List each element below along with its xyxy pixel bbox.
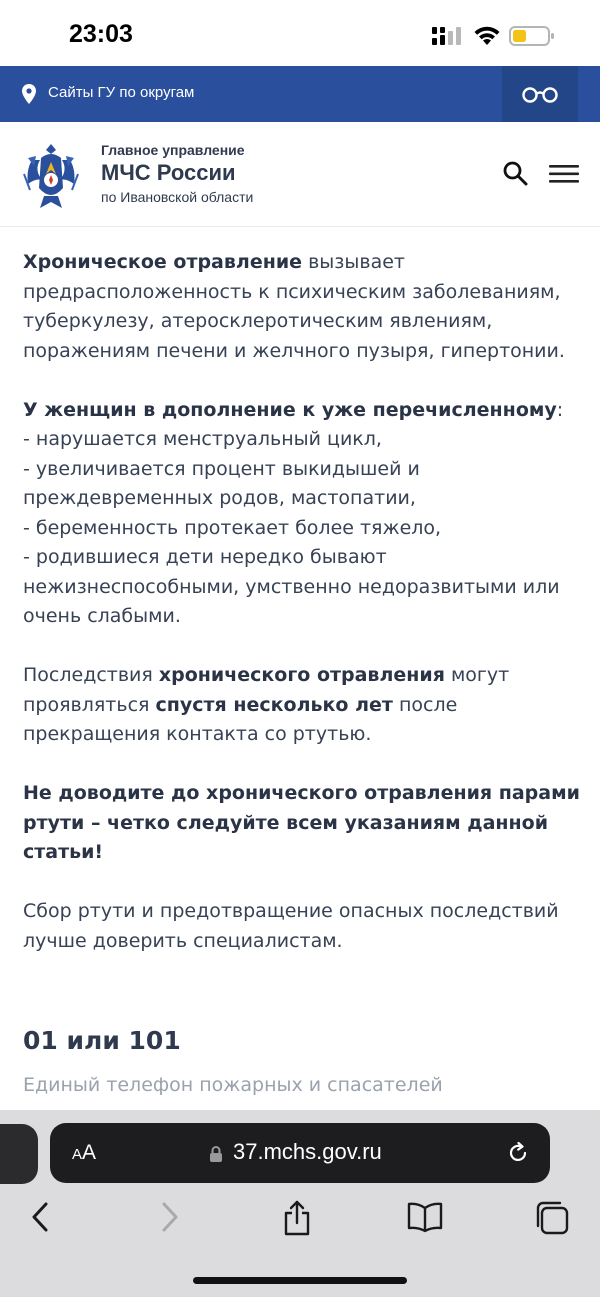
mchs-emblem-logo[interactable] — [22, 140, 80, 210]
previous-tab-preview[interactable] — [0, 1124, 38, 1184]
lock-icon — [209, 1145, 223, 1163]
list-item: - увеличивается процент выкидышей и преждевременных родов, мастопатии, — [23, 457, 420, 509]
top-nav-bar — [0, 66, 600, 122]
article-content — [23, 248, 583, 986]
battery-icon — [509, 25, 555, 47]
bold-text: Не доводите до хронического отравления парами ртути – четко следуйте всем указаниям данной статьи! — [23, 782, 580, 863]
paragraph-text: после прекращения контакта со ртутью. — [23, 693, 458, 745]
hamburger-menu-icon[interactable] — [549, 165, 579, 183]
bold-text: Хроническое отравление — [23, 251, 303, 273]
forward-icon[interactable] — [160, 1200, 180, 1234]
regions-link[interactable]: Сайты ГУ по округам — [48, 84, 195, 101]
reload-icon[interactable] — [506, 1141, 530, 1165]
paragraph-text: Последствия — [23, 664, 159, 686]
accessibility-button[interactable] — [502, 66, 578, 122]
bold-text: спустя несколько лет — [155, 693, 393, 716]
aa-small: A — [72, 1146, 83, 1163]
list-item: - родившиеся дети нередко бывают нежизнеспособными, умственно недоразвитыми или очень слабыми. — [23, 546, 560, 627]
paragraph-chronic-poisoning — [23, 248, 583, 366]
emergency-phone-description: Единый телефон пожарных и спасателей — [23, 1074, 443, 1096]
aa-large: A — [82, 1141, 97, 1164]
paragraph-text: : — [556, 398, 564, 421]
emergency-phone[interactable]: 01 или 101 — [23, 1026, 181, 1055]
paragraph-consequences — [23, 661, 583, 750]
bookmarks-icon[interactable] — [406, 1200, 444, 1234]
search-icon[interactable] — [502, 160, 528, 186]
header-org-line: Главное управление — [101, 142, 245, 158]
paragraph-women — [23, 396, 583, 632]
header-region: по Ивановской области — [101, 189, 254, 205]
paragraph-text: Сбор ртути и предотвращение опасных последствий лучше доверить специалистам. — [23, 900, 559, 952]
paragraph-text: могут проявляться — [23, 664, 510, 716]
cellular-signal-icon — [432, 27, 464, 45]
list-item: - беременность протекает более тяжело, — [23, 516, 442, 539]
paragraph-warning — [23, 779, 583, 868]
status-bar — [0, 0, 600, 66]
location-pin-icon — [22, 84, 36, 104]
bold-text: У женщин в дополнение к уже перечисленному — [23, 398, 557, 421]
home-indicator — [193, 1277, 407, 1284]
paragraph-specialists — [23, 897, 583, 956]
url-text: 37.mchs.gov.ru — [233, 1139, 382, 1164]
share-icon[interactable] — [282, 1200, 312, 1236]
address-bar[interactable] — [50, 1123, 550, 1183]
paragraph-text: вызывает предрасположенность к психическим заболеваниям, туберкулезу, атеросклеротическим явлениям, поражениям печени и желчного пузыря, гипертонии. — [23, 251, 565, 362]
status-time: 23:03 — [69, 20, 133, 48]
text-size-button[interactable] — [72, 1141, 96, 1165]
list-item: - нарушается менструальный цикл, — [23, 428, 382, 450]
bold-text: хронического отравления — [158, 664, 445, 686]
glasses-icon — [522, 85, 558, 103]
header-org-name: МЧС России — [101, 160, 236, 185]
back-icon[interactable] — [30, 1200, 50, 1234]
wifi-icon — [472, 24, 502, 46]
tabs-icon[interactable] — [534, 1200, 570, 1236]
